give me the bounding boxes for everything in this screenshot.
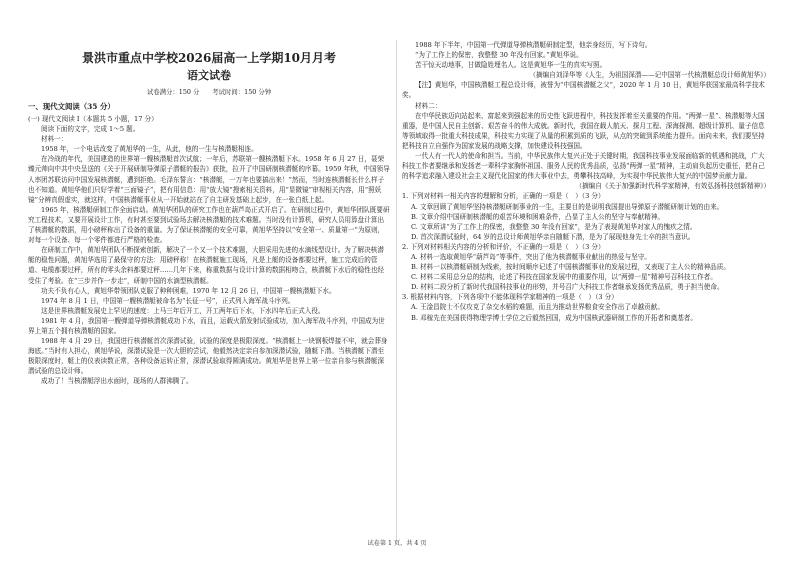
paragraph: 在研制工作中，黄旭华团队不断探索创新，解决了一个又一个技术难题，大胆采用先进的水滴线型设计。为了解决核潜艇的稳性问题，黄旭华选用了最保守的方法：用磅秤称！在核潜艇施工现场，凡是上艇的设备都要过秤，施工完成后的管道、电缆都要过秤，所有的零头余料都要过秤……几年下来，称重数据与设计计算的数据相吻合，核潜艇下水后的稳性也经受住了考验。在“三步并作一步走”，研制中国的水滴型核潜艇。 (28, 246, 385, 285)
question-option: C. 材料二采用总分总的结构，论述了科技在国家发展中的重要作用，以“两弹一星”精神号召科技工作者。 (411, 273, 717, 282)
question-stem: 3. 根据材料内容，下列各项中不能体现科学家精神的一项是（ ）（3 分） (402, 293, 618, 302)
question-option: A. 王淦昌院士不仅攻克了杂交水稻的难题，而且为推动世界粮食安全作出了卓越贡献。 (411, 303, 664, 312)
exam-meta: 试卷满分：150 分 考试时间：150 分钟 (146, 88, 272, 96)
question-option: D. 材料二段分析了新时代我国科技事业的形势，并号召广大科技工作者继承发扬优秀品质，勇于担当使命。 (411, 283, 724, 292)
paragraph: 成功了！当核潜艇浮出水面时，现场的人群沸腾了。 (41, 377, 193, 386)
paragraph: 这是世界核潜艇发展史上罕见的速度：上马三年后开工，开工两年后下水，下水四年后正式入役。 (41, 306, 325, 315)
question-stem: 1. 下列对材料一相关内容的理解和分析，正确的一项是（ ）（3 分） (402, 192, 605, 201)
question-option: B. 邓稼先在美国获得物理学博士学位之后毅然回国，成为中国核武器研制工作的开拓者和奠基者。 (411, 313, 697, 322)
question-stem: 2. 下列对材料相关内容的分析和评价，不正确的一项是（ ）（3 分） (402, 242, 605, 251)
question-option: C. 文章所讲“为了工作上的保密，我整整 30 年没有回家”，是为了表现黄旭华对家人的愧疚之情。 (411, 222, 697, 231)
paragraph: 1988 年 4 月 29 日，我国进行核潜艇首次深潜试验，试验的深度是极限深度。“核潜艇上一块钢板焊接不牢，就会葬身海底。”当时有人担心，黄旭华说，深潜试验是一次大胆的尝试，他毅然决定亲自参加深潜试验，随艇下潜。当核潜艇下潜至极限深度时，艇上的仪表读数正常，各种设备运转正常，深潜试验取得圆满成功。黄旭华是世界上第一位亲自参与核潜艇深潜试验的总设计师。 (28, 337, 388, 376)
paragraph: 1988 年下半年，中国第一代弹道导弹核潜艇研制定型，他亲身经历，写下诗句。 (415, 41, 652, 49)
source-citation: （摘编自刘泽华等《人生，为祖国深潜——记中国第一代核潜艇总设计师黄旭华》） (529, 71, 770, 80)
note: 【注】黄旭华，中国核潜艇工程总设计师，被誉为“中国核潜艇之父”，2020 年 1 月 10 日，黄旭华获国家最高科学技术奖。 (402, 81, 765, 100)
section-title: 一、现代文阅读（35 分） (28, 102, 115, 111)
material-label: 材料一： (41, 135, 68, 144)
question-option: B. 材料一以核潜艇研制为线索，按时间顺序记述了中国核潜艇事业的发展过程，又表现了主人公的精神品质。 (411, 263, 730, 272)
paragraph: 1958 年，一个电话改变了黄旭华的一生，从此，他的一生与核潜艇相连。 (41, 145, 258, 154)
paragraph: 在冷战的年代，美国建造的世界第一艘核潜艇首次试航；一年后，苏联第一艘核潜艇下水。1958 年 6 月 27 日，聂荣臻元帅向中共中央呈送的《关于开展研制导弹原子潜艇的报告》获批，拉开了中国研制核潜艇的序幕。1959 年秋，中国领导人率团苏联访问中国发展核潜艇，遭到拒绝。毛泽东誓言：“核潜艇，一万年也要搞出来！”然而，当时连核潜艇长什么样子也不知道。黄旭华他们只好学着“三面镜子”，把有用信息：用“放大镜”搜索相关资料，用“显微镜”审视相关内容，用“照妖镜”分辨真假虚实，就这样，中国核潜艇事业从一开始就站在了自主研发基础上起步，在一张白纸上起。 (28, 155, 390, 204)
question (402, 191, 770, 241)
paragraph: 一代人有一代人的使命和担当。当前，中华民族伟大复兴正处于关键时期，我国科技事业发展面临新的机遇和挑战，广大科技工作者要继承和发扬老一辈科学家胸怀祖国、服务人民的优秀品质，弘扬“两弹一星”精神，主动肩负起历史重任，把自己的科学追求融入建设社会主义现代化国家的伟大事业中去，勇攀科技高峰，为实现中华民族伟大复兴的中国梦贡献力量。 (402, 152, 765, 181)
page-footer: 试卷第 1 页，共 4 页 (367, 540, 427, 547)
paragraph: 功夫不负有心人，黄旭华带领团队克服了种种困难，1970 年 12 月 26 日，中国第一艘核潜艇下水。 (41, 286, 336, 295)
exam-subtitle: 语文试卷 (187, 69, 231, 82)
question-option: A. 材料一选取黄旭华“葫芦岛”等事件，突出了他为核潜艇事业献出的热爱与坚守。 (411, 252, 651, 261)
instruction: 阅读下面的文字，完成 1～5 题。 (41, 125, 140, 134)
question-option: A. 文章回顾了黄旭华坚持核潜艇研制事业的一生，主要目的是说明我国提出导弹原子潜艇研制计划的由来。 (411, 202, 724, 211)
paragraph: 1965 年，核潜艇研制工作全面启动。黄旭华团队的研究工作也在葫芦岛正式开启了。在研制过程中，黄旭华团队既要研究工程技术，又要开展设计工作，有时甚至要到试验场去解决核潜艇的技术难题。当时没有计算机，研究人员用算盘计算出了核潜艇的数据，用小磅秤称出了设备的重量。为了保证核潜艇的安全可靠，黄旭华坚持以“安全第一、质量第一”为原则，对每一个设备、每一个零件都进行严格的检查。 (28, 205, 390, 245)
material-label: 材料二： (415, 101, 442, 110)
right-column (402, 40, 770, 323)
left-column (28, 40, 390, 387)
question (402, 242, 770, 292)
paragraph: “为了工作上的保密，我整整 30 年没有回家。”黄旭华说。 (415, 51, 583, 60)
paragraph: 1981 年 4 月，我国第一艘弹道导弹核潜艇成功下水，而且，运载火箭发射试验成功，加入海军战斗序列，中国成为世界上第五个拥有核潜艇的国家。 (28, 316, 385, 335)
paragraph: 苦干惊天动地事，甘做隐姓埋名人。这是黄旭华一生的真实写照。 (415, 61, 607, 70)
paragraph: 1974 年 8 月 1 日，中国第一艘核潜艇被命名为“长征一号”，正式列入海军战斗序列。 (41, 296, 295, 305)
question (402, 292, 770, 322)
paragraph: 在中华民族迈向站起来、富起来到强起来的历史性飞跃进程中，科技发挥着至关重要的作用。“两弹一星”、核潜艇等大国重器，是中国人民自主创新、艰苦奋斗的伟大成就。新时代，我国在载人航天、探月工程、深海探测、超级计算机、量子信息等领域取得一批重大科技成果，科技实力实现了从量的积累到质的飞跃，从点的突破到系统能力提升。面向未来，我们要坚持把科技自立自强作为国家发展的战略支撑，加快建设科技强国。 (402, 111, 765, 150)
question-option: B. 文章介绍中国研制核潜艇的艰苦环境和困难条件，凸显了主人公的坚守与奉献精神。 (411, 212, 665, 221)
column-divider (396, 40, 397, 540)
question-option: D. 首次深潜试验时，64 岁的总设计师黄旭华亲自随艇下潜，是为了展现他身先士卒的担当意识。 (411, 232, 695, 241)
subsection-title: (一) 现代文阅读 Ⅰ（本题共 5 小题，17 分） (28, 115, 158, 123)
exam-title: 景洪市重点中学校2026届高一上学期10月月考 (81, 51, 337, 65)
source-citation: （摘编自《关于加强新时代科学家精神，有效弘扬科技创新精神》） (575, 182, 770, 191)
